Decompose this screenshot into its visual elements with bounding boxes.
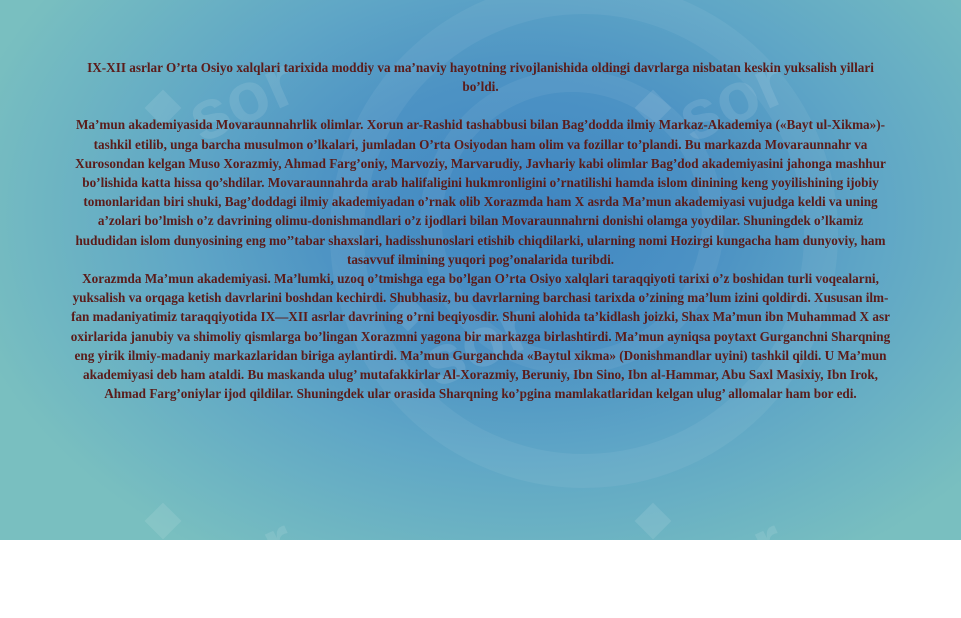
- paragraph-mamun-academy-khorezm: Xorazmda Ma’mun akademiyasi. Ma’lumki, uzoq o’tmishga ega bo’lgan O’rta Osiyo xalqlari taraqqiyoti tarixi o’z boshidan turli voqealarni, yuksalish va orqaga ketish davrlarini boshdan kechirdi. Shubhasiz, bu davrlarning barchasi tarixda o’zining ma’lum izini qoldirdi. Xususan ilm-fan madaniyatimiz taraqqiyotida IX—XII asrlar davrining o’rni beqiyosdir. Shuni alohida ta’kidlash joizki, Shax Ma’mun ibn Muhammad X asr oxirlarida janubiy va shimoliy qismlarga bo’lingan Xorazmni yagona bir markazga birlashtirdi. Ma’mun ayniqsa poytaxt Gurganchni Sharqning eng yirik ilmiy-madaniy markazlaridan biriga aylantirdi. Ma’mun Gurganchda «Baytul xikma» (Donishmandlar uyini) tashkil qildi. U Ma’mun akademiyasi deb ham ataldi. Bu maskanda ulug’ mutafakkirlar Al-Xorazmiy, Beruniy, Ibn Sino, Ibn al-Hammar, Abu Saxl Masixiy, Ibn Irok, Ahmad Farg’oniylar ijod qildilar. Shuningdek ular orasida Sharqning ko’pgina mamlakatlaridan kelgan ulug’ allomalar ham bor edi.: [70, 271, 891, 402]
- watermark-diamond: [635, 503, 672, 540]
- watermark-text: sor: [175, 501, 307, 618]
- watermark-text: sor: [665, 501, 797, 618]
- watermark-text: sor: [410, 286, 542, 403]
- paragraph-spacer: [70, 96, 891, 115]
- paragraph-mamun-academy-movaraunnahr: Ma’mun akademiyasida Movaraunnahrlik olimlar. Xorun ar-Rashid tashabbusi bilan Bag’dodda ilmiy Markaz-Akademiya («Bayt ul-Xikma»)-tashkil etilib, unga barcha musulmon o’lkalari, jumladan O’rta Osiyodan ham olim va fozillar to’plandi. Bu markazda Movaraunnahr va Xurosondan kelgan Muso Xorazmiy, Ahmad Farg’oniy, Marvoziy, Marvarudiy, Javhariy kabi olimlar Bag’dod akademiyasini jahonga mashhur bo’lishida katta hissa qo’shdilar. Movaraunnahrda arab halifaligini hukmronligini o’rnatilishi hamda islom dinining keng yoyilishining ijobiy tomonlaridan biri shuki, Bag’doddagi ilmiy akademiyadan o’rnak olib Xorazmda ham X asrda Ma’mun akademiyasi vujudga keldi va uning a’zolari bo’lmish o’z davrining olimu-donishmandlari o’z ijodlari bilan Movaraunnahrni donishi olamga yoydilar. Shuningdek o’lkamiz hududidan islom dunyosining eng mo’’tabar shaxslari, hadisshunoslari etishib chiqdilarki, ularning nomi Hozirgi kungacha ham dunyoviy, ham tasavvuf ilmining yuqori pog’onalarida turibdi.: [75, 117, 886, 267]
- watermark-text: sor: [175, 41, 307, 158]
- slide-heading: IX-XII asrlar O’rta Osiyo xalqlari tarixida moddiy va ma’naviy hayotning rivojlanishida oldingi davrlarga nisbatan keskin yuksalish yillari bo’ldi.: [87, 60, 874, 95]
- watermark-diamond: [145, 503, 182, 540]
- slide-content: [70, 58, 891, 403]
- watermark-text: sor: [665, 41, 797, 158]
